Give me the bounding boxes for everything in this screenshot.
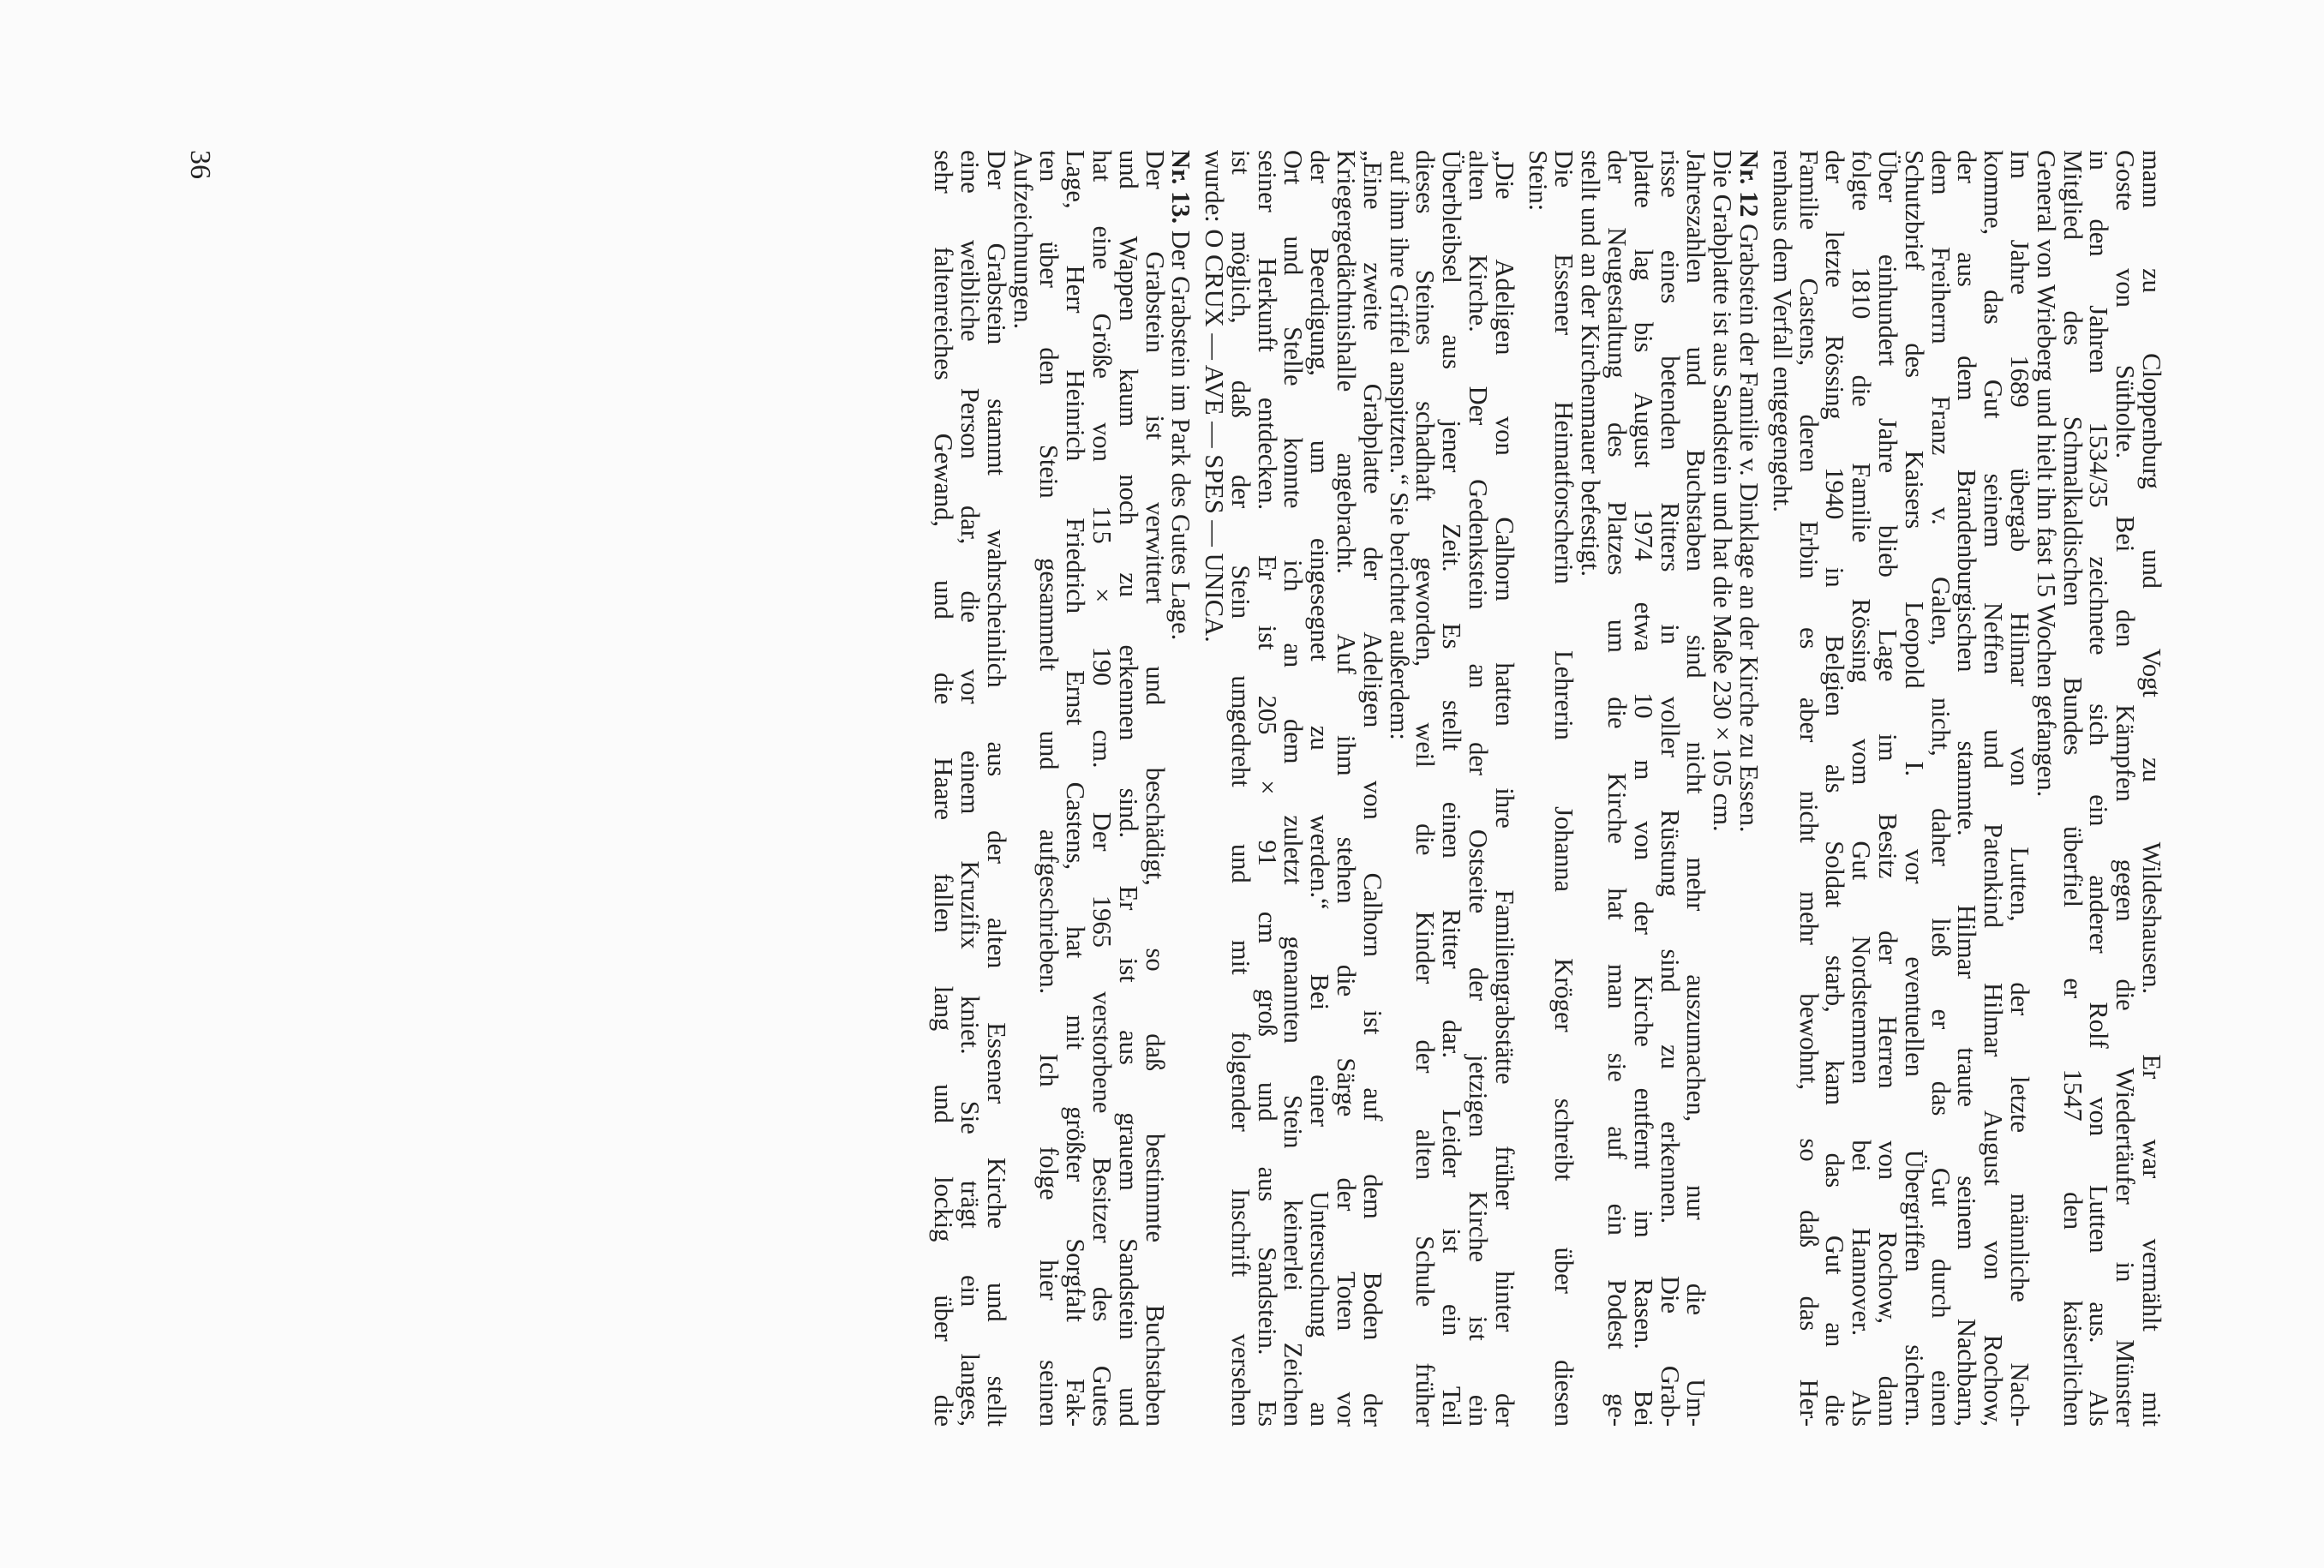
body-text <box>930 150 2165 1427</box>
text-line: platte lag bis August 1974 etwa 10 m von der Kirche entfernt im Rasen. Bei <box>1628 150 1658 1427</box>
text-line: Aufzeichnungen. <box>1008 150 1038 330</box>
text-line: auf ihm ihre Griffel anspitzten.“ Sie berichtet außerdem: <box>1384 150 1414 740</box>
paragraph <box>1576 150 1738 1427</box>
text-line: Jahreszahlen und Buchstaben sind nicht mehr auszumachen, nur die Um- <box>1681 150 1711 1427</box>
text-line: Mitglied des Schmalkaldischen Bundes überfiel er 1547 den kaiserlichen <box>2057 150 2087 1427</box>
text-line: Der Grabstein stammt wahrscheinlich aus der alten Essener Kirche und stellt <box>981 150 1011 1427</box>
text-line: hat eine Größe von 115 × 190 cm. Der 1965 verstorbene Besitzer des Gutes <box>1087 150 1117 1427</box>
text-line: Im Jahre 1689 übergab Hilmar von Lutten, der letzte männliche Nach- <box>2005 150 2035 1427</box>
text-line: in den Jahren 1534/35 zeichnete sich ein anderer Rolf von Lutten aus. Als <box>2084 150 2114 1427</box>
section-heading-nr13 <box>1168 150 1195 1427</box>
text-line: stellt und an der Kirchenmauer befestigt. <box>1576 150 1606 577</box>
text-line: dieses Steines schadhaft geworden, weil die Kinder der alten Schule früher <box>1411 150 1441 1427</box>
text-line: Überbleibsel aus jener Zeit. Es stellt einen Ritter dar. Leider ist ein Teil <box>1437 150 1467 1427</box>
text-line: der Beerdigung, um eingesegnet zu werden.“ Bei einer Untersuchung an <box>1305 150 1335 1427</box>
text-line: Stein: <box>1523 150 1553 212</box>
text-line: „Die Adeligen von Calhorn hatten ihre Familiengrabstätte früher hinter der <box>1489 150 1519 1427</box>
text-line: ten über den Stein gesammelt und aufgeschrieben. Ich folge hier seinen <box>1034 150 1064 1427</box>
paragraph <box>1769 150 2033 1427</box>
text-line: seiner Herkunft entdecken. Er ist 205 × 91 cm groß und aus Sandstein. Es <box>1252 150 1282 1427</box>
text-line: alten Kirche. Der Gedenkstein an der Ostseite der jetzigen Kirche ist ein <box>1464 150 1494 1427</box>
text-line: der letzte Rössing 1940 in Belgien als Soldat starb, kam das Gut an die <box>1820 150 1850 1427</box>
text-line: Kriegergedächtnishalle angebracht. Auf ihm stehen die Särge der Toten vor <box>1332 150 1362 1427</box>
quote-paragraph <box>1201 150 1386 1427</box>
paragraph <box>1009 150 1168 1427</box>
section-number: Nr. 13. <box>1166 150 1196 224</box>
text-line: Die Essener Heimatforscherin Lehrerin Johanna Kröger schreibt über diesen <box>1549 150 1579 1427</box>
text-line: ist möglich, daß der Stein umgedreht und mit folgender Inschrift versehen <box>1225 150 1255 1427</box>
text-line: General von Wrieberg und hielt ihn fast 15 Wochen gefangen. <box>2031 150 2061 798</box>
text-line: Schutzbrief des Kaisers Leopold I. vor eventuellen Übergriffen sichern. <box>1899 150 1929 1427</box>
text-line: Ort und Stelle konnte ich an dem zuletzt genannten Stein keinerlei Zeichen <box>1279 150 1309 1427</box>
text-line: wurde: O CRUX — AVE — SPES — UNICA. <box>1200 150 1230 643</box>
text-line: mann zu Cloppenburg und Vogt zu Wildeshausen. Er war vermählt mit <box>2137 150 2166 1427</box>
text-line: sehr faltenreiches Gewand, und die Haare fallen lang und lockig über die <box>929 150 959 1427</box>
text-line: und Wappen kaum noch zu erkennen sind. Er ist aus grauem Sandstein und <box>1113 150 1143 1427</box>
paragraph <box>1524 150 1578 1427</box>
paragraph <box>930 150 1009 1427</box>
text-line: komme, das Gut seinem Neffen und Patenkind Hilmar August von Rochow, <box>1979 150 2009 1427</box>
text-line: Die Grabplatte ist aus Sandstein und hat die Maße 230 × 105 cm. <box>1708 150 1738 832</box>
paragraph <box>2033 150 2165 1427</box>
text-line: Der Grabstein ist verwittert und beschädigt, so daß bestimmte Buchstaben <box>1140 150 1170 1427</box>
quote-paragraph <box>1386 150 1518 1427</box>
section-heading-nr12 <box>1735 150 1762 1427</box>
text-line: risse eines betenden Ritters in voller Rüstung sind zu erkennen. Die Grab- <box>1655 150 1685 1427</box>
text-line: Lage, Herr Heinrich Friedrich Ernst Castens, hat mit größter Sorgfalt Fak- <box>1061 150 1091 1427</box>
text-line: Familie Castens, deren Erbin es aber nicht mehr bewohnt, so daß das Her- <box>1794 150 1824 1427</box>
text-line: dem Freiherrn Franz v. Galen, nicht, daher ließ er das Gut durch einen <box>1926 150 1956 1427</box>
text-line: der aus dem Brandenburgischen stammte. Hilmar traute seinem Nachbarn, <box>1952 150 1982 1427</box>
text-line: „Eine zweite Grabplatte der Adeligen von Calhorn ist auf dem Boden der <box>1357 150 1387 1427</box>
page-number: 36 <box>184 150 216 179</box>
text-line: folgte 1810 die Familie Rössing vom Gut Nordstemmen bei Hannover. Als <box>1847 150 1877 1427</box>
text-line: Über einhundert Jahre blieb Lage im Besitz der Herren von Rochow, dann <box>1873 150 1903 1427</box>
section-title: Grabstein der Familie v. Dinklage an der Kirche zu Essen. <box>1734 217 1764 833</box>
text-line: renhaus dem Verfall entgegengeht. <box>1767 150 1797 512</box>
text-line: eine weibliche Person dar, die vor einem Kruzifix kniet. Sie trägt ein langes, <box>955 150 985 1427</box>
text-line: der Neugestaltung des Platzes um die Kirche hat man sie auf ein Podest ge- <box>1602 150 1632 1427</box>
section-number: Nr. 12 <box>1734 150 1764 218</box>
section-title: Der Grabstein im Park des Gutes Lage. <box>1166 224 1196 641</box>
text-line: Goste von Sütholte. Bei den Kämpfen gegen die Wiedertäufer in Münster <box>2111 150 2141 1427</box>
